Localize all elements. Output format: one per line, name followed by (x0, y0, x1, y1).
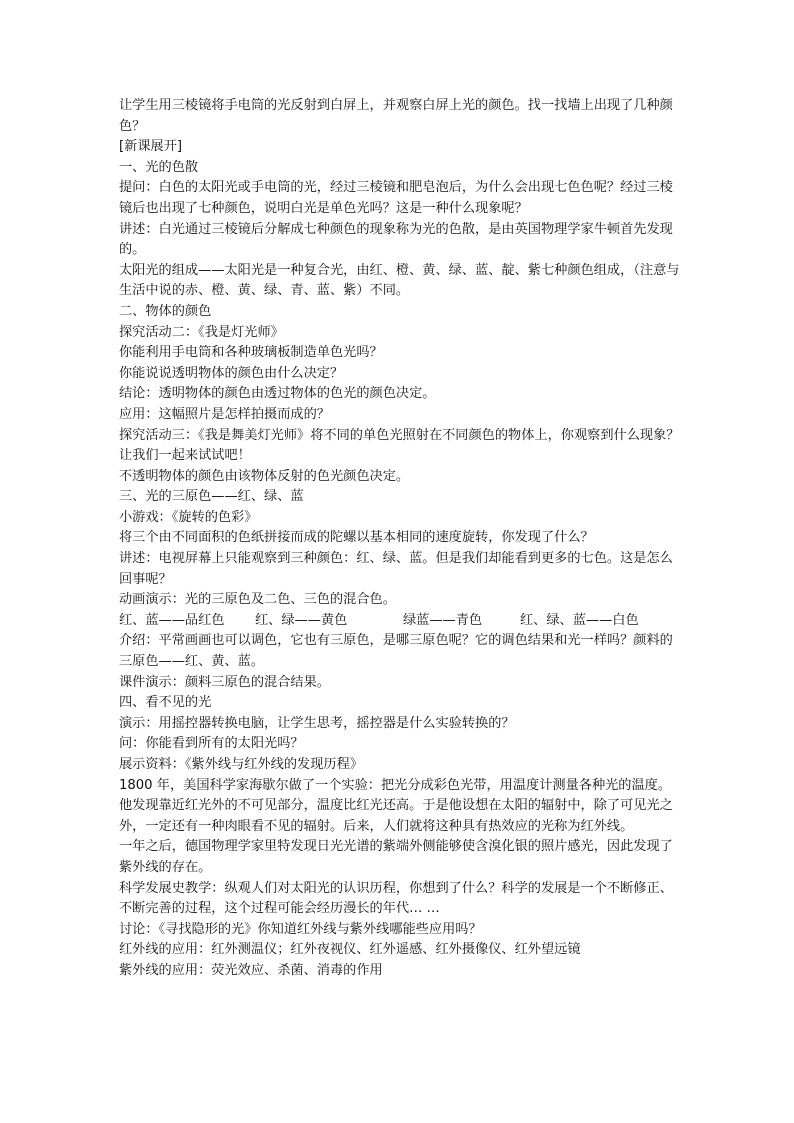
herschel-paragraph: 1800 年，美国科学家海歇尔做了一个实验：把光分成彩色光带，用温度计测量各种光的温度。他发现靠近红光外的不可见部分，温度比红光还高。于是他设想在太阳的辐射中，除了可见光之外，一定还有一种肉眼看不见的辐射。后来，人们就将这种具有热效应的光称为红外线。 (119, 777, 673, 834)
activity-three: 探究活动三：《我是舞美灯光师》将不同的单色光照射在不同颜色的物体上，你观察到什么现象？让我们一起来试试吧！ (119, 427, 680, 464)
mix-red-green: 红、绿——黄色 (255, 612, 348, 628)
pigment-intro: 介绍：平常画画也可以调色，它也有三原色，是哪三原色呢？它的调色结果和光一样吗？颜料的三原色——红、黄、蓝。 (119, 633, 673, 670)
heading-primary-colors: 三、光的三原色——红、绿、蓝 (119, 489, 304, 505)
activity-two: 探究活动二：《我是灯光师》 (119, 324, 284, 340)
application-line: 应用：这幅照片是怎样拍摄而成的？ (119, 406, 330, 422)
materials-title: 展示资料：《紫外线与红外线的发现历程》 (119, 757, 363, 772)
heading-invisible-light: 四、看不见的光 (119, 695, 212, 711)
intro-paragraph: 让学生用三棱镜将手电筒的光反射到白屏上，并观察白屏上光的颜色。找一找墙上出现了几种颜色？ (119, 98, 673, 134)
tv-explanation: 讲述：电视屏幕上只能观察到三种颜色：红、绿、蓝。但是我们却能看到更多的七色。这是怎么回事呢？ (119, 551, 673, 587)
explanation-paragraph: 讲述：白光通过三棱镜后分解成七种颜色的现象称为光的色散，是由英国物理学家牛顿首先发现的。 (119, 221, 673, 258)
animation-demo: 动画演示：光的三原色及二色、三色的混合色。 (119, 592, 396, 608)
courseware-demo: 课件演示：颜料三原色的混合结果。 (119, 674, 330, 690)
color-mix-row (119, 611, 681, 632)
sunlight-composition: 太阳光的组成——太阳光是一种复合光，由红、橙、黄、绿、蓝、靛、紫七种颜色组成，（注意与生活中说的赤、橙、黄、绿、青、蓝、紫）不同。 (119, 262, 680, 299)
question-line: 你能说说透明物体的颜色由什么决定？ (119, 365, 344, 381)
heading-object-color: 二、物体的颜色 (119, 303, 212, 319)
ritter-paragraph: 一年之后，德国物理学家里特发现日光光谱的紫端外侧能够使含溴化银的照片感光，因此发现了紫外线的存在。 (119, 839, 673, 875)
question-paragraph: 提问：白色的太阳光或手电筒的光，经过三棱镜和肥皂泡后，为什么会出现七色色呢？经过三棱镜后也出现了七种颜色，说明白光是单色光吗？这是一种什么现象呢？ (119, 180, 673, 216)
ultraviolet-applications: 紫外线的应用：荧光效应、杀菌、消毒的作用 (119, 962, 383, 978)
discussion-line: 讨论：《寻找隐形的光》你知道红外线与紫外线哪能些应用吗？ (119, 921, 482, 937)
conclusion-line: 结论：透明物体的颜色由透过物体的色光的颜色决定。 (119, 386, 436, 402)
remote-demo: 演示：用摇控器转换电脑，让学生思考，摇控器是什么实验转换的？ (119, 715, 515, 731)
opaque-conclusion: 不透明物体的颜色由该物体反射的色光颜色决定。 (119, 468, 410, 484)
section-marker: [新课展开] (119, 139, 183, 155)
infrared-applications: 红外线的应用：红外测温仪；红外夜视仪、红外遥感、红外摄像仪、红外望远镜 (119, 942, 581, 958)
sunlight-question: 问：你能看到所有的太阳光吗？ (119, 736, 304, 752)
mix-all: 红、绿、蓝——白色 (520, 612, 639, 628)
question-line: 你能利用手电筒和各种玻璃板制造单色光吗？ (119, 345, 383, 361)
document-page (119, 96, 681, 982)
mix-red-blue: 红、蓝——品红色 (119, 612, 225, 628)
mix-green-blue: 绿蓝——青色 (403, 612, 483, 628)
mini-game: 小游戏：《旋转的色彩》 (119, 509, 258, 525)
history-teaching: 科学发展史教学：纵观人们对太阳光的认识历程，你想到了什么？科学的发展是一个不断修正、不断完善的过程，这个过程可能会经历漫长的年代… … (119, 880, 673, 917)
game-description: 将三个由不同面积的色纸拼接而成的陀螺以基本相同的速度旋转，你发现了什么？ (119, 530, 594, 546)
heading-dispersion: 一、光的色散 (119, 159, 199, 175)
